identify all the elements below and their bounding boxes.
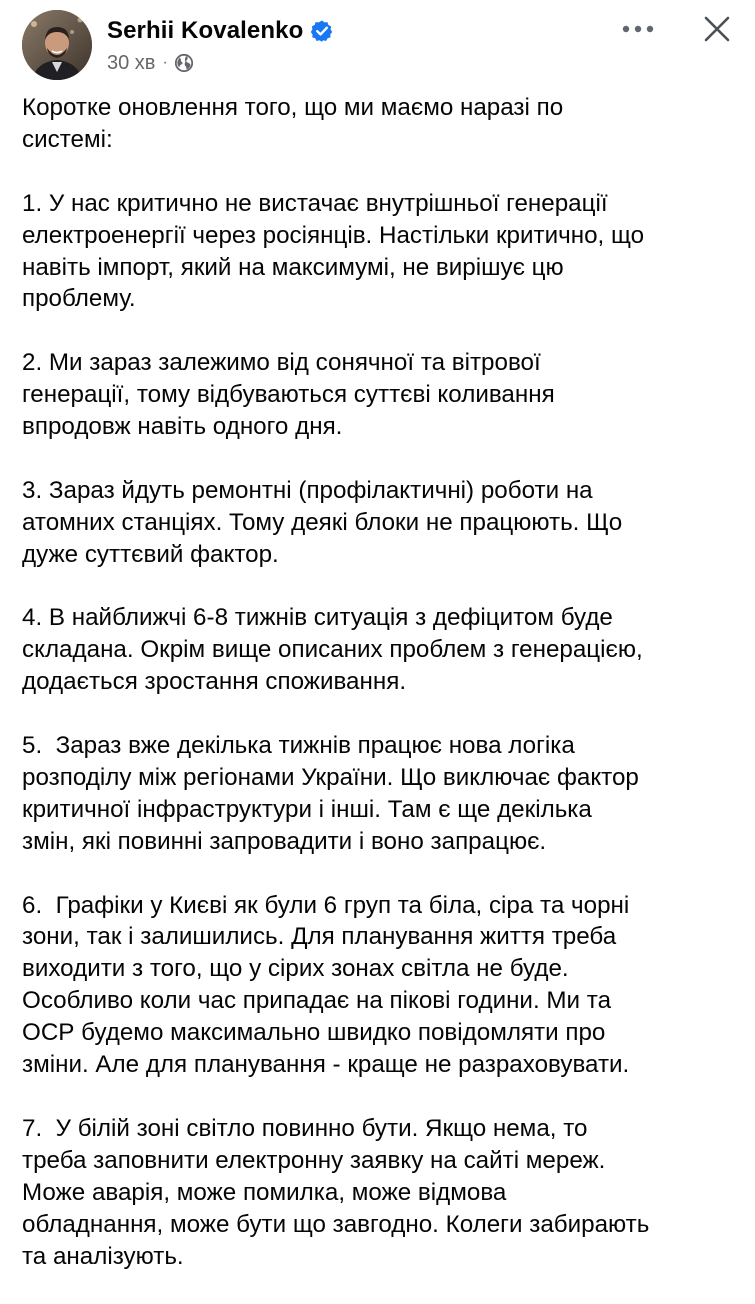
- close-icon: [703, 15, 731, 43]
- post-header: [0, 0, 755, 90]
- more-horizontal-icon: [621, 24, 655, 34]
- author-avatar[interactable]: [22, 10, 92, 80]
- more-options-button[interactable]: [614, 14, 662, 44]
- avatar-photo: [22, 10, 92, 80]
- post-meta: [107, 50, 194, 76]
- post-paragraph-7: 7. У білій зоні світло повинно бути. Якщо нема, то треба заповнити електронну заявку на сайті мереж. Може аварія, може помилка, може відмова обладнання, може бути що завгодно. Колеги забирають та аналізують.: [22, 1114, 650, 1270]
- globe-icon: [174, 53, 194, 73]
- post-text: [22, 92, 742, 1304]
- verified-badge-icon: [310, 19, 334, 43]
- post-paragraph-4: 4. В найближчі 6-8 тижнів ситуація з дефіцитом буде складана. Окрім вище описаних проблем з генерацією, додається зростання споживання.: [22, 604, 643, 696]
- post-paragraph-1: 1. У нас критично не вистачає внутрішньої генерації електроенергії через росіянців. Настільки критично, що навіть імпорт, який на максимумі, не вирішує цю проблему.: [22, 189, 645, 313]
- post-paragraph-6: 6. Графіки у Києві як були 6 груп та біла, сіра та чорні зони, так і залишились. Для планування життя треба виходити з того, що у сірих зонах світла не буде. Особливо коли час припадає на пікові години. Ми та ОСР будемо максимально швидко повідомляти про зміни. Але для планування - краще не разраховувати.: [22, 891, 630, 1079]
- post-paragraph-3: 3. Зараз йдуть ремонтні (профілактичні) роботи на атомних станціях. Тому деякі блоки не працюють. Що дуже суттєвий фактор.: [22, 476, 623, 568]
- meta-separator: ·: [162, 54, 168, 71]
- post-timestamp[interactable]: 30 хв: [107, 51, 156, 74]
- post-paragraph-2: 2. Ми зараз залежимо від сонячної та вітрової генерації, тому відбуваються суттєві коливання впродовж навіть одного дня.: [22, 349, 555, 441]
- author-name[interactable]: Serhii Kovalenko: [107, 17, 304, 44]
- post-paragraph-intro: Коротке оновлення того, що ми маємо наразі по системі:: [22, 94, 564, 153]
- author-row: [107, 14, 334, 48]
- post-paragraph-5: 5. Зараз вже декілька тижнів працює нова логіка розподілу між регіонами України. Що виключає фактор критичної інфраструктури і інші. Там є ще декілька змін, які повинні запровадити і воно запрацює.: [22, 732, 639, 855]
- close-button[interactable]: [696, 8, 738, 50]
